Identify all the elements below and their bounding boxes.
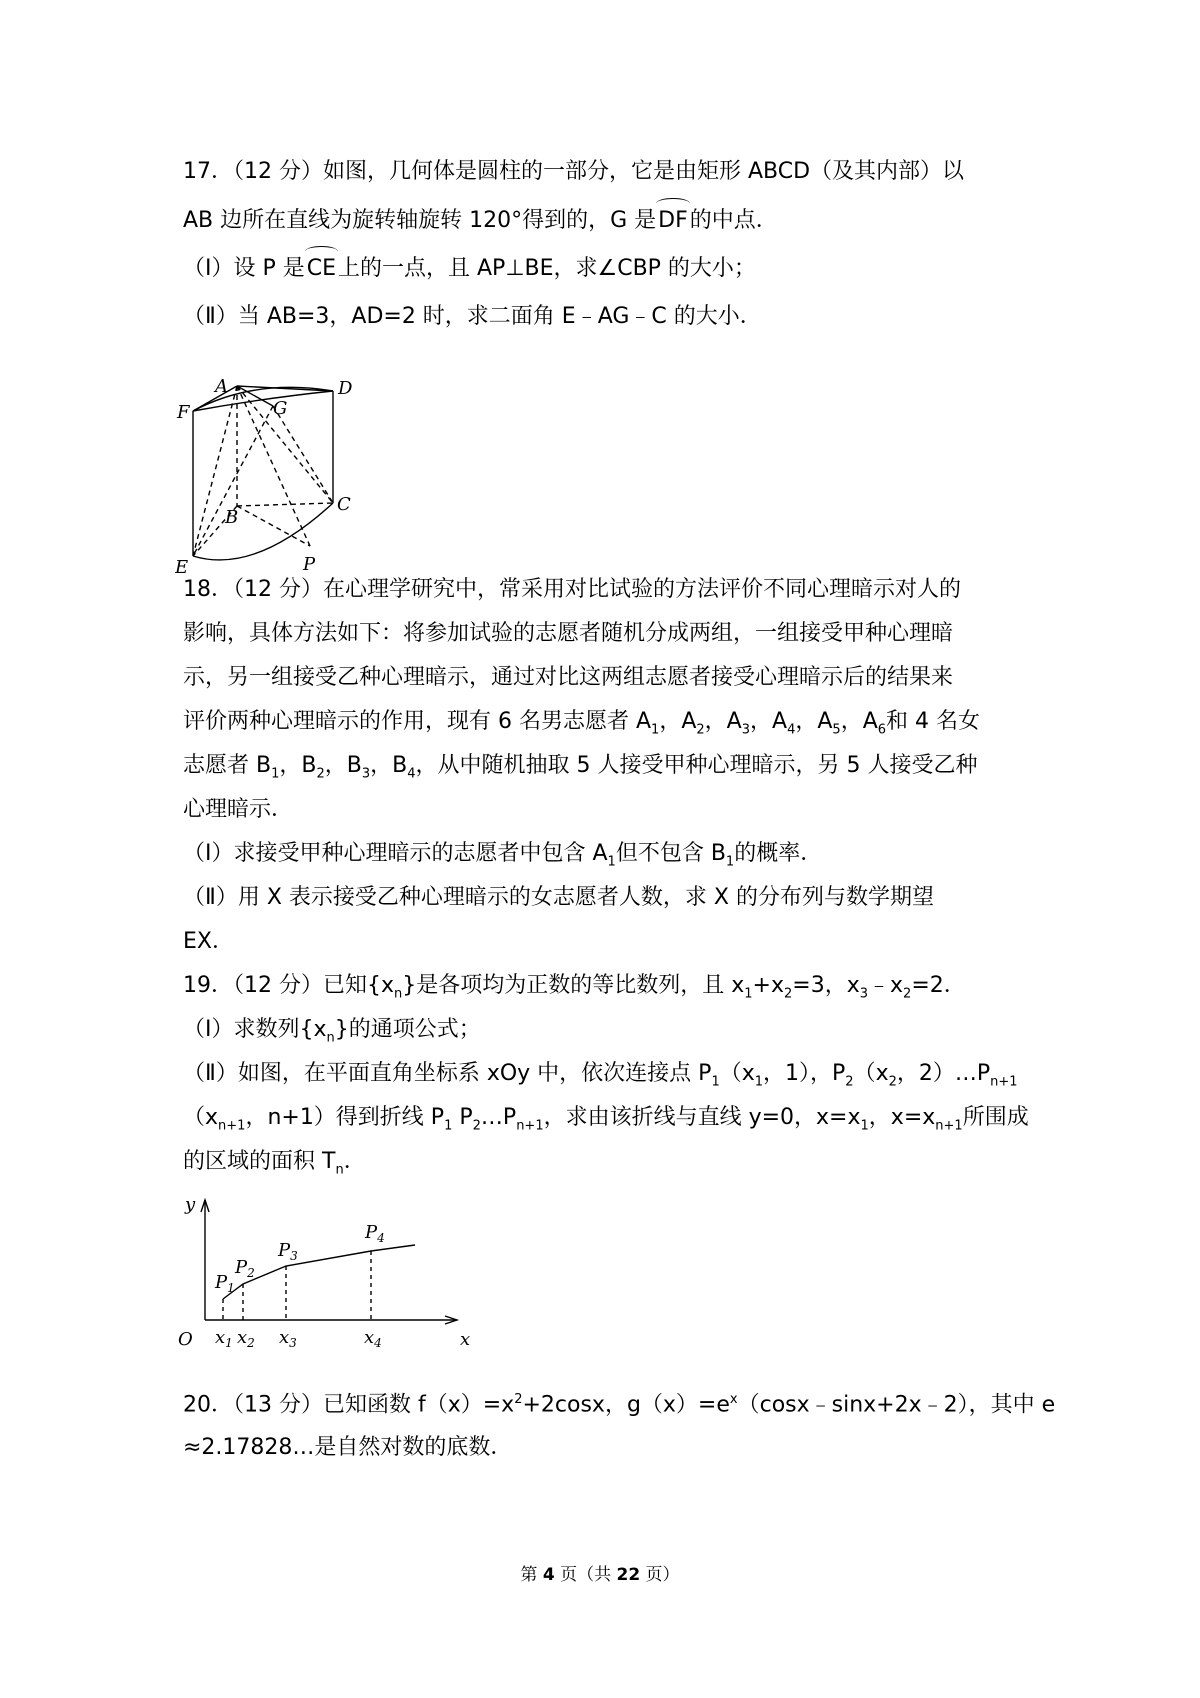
p18-part1: （Ⅰ）求接受甲种心理暗示的志愿者中包含 $A_1$但不包含 $B_1$的概率．	[183, 841, 823, 870]
p18-line2: 影响，具体方法如下：将参加试验的志愿者随机分成两组，一组接受甲种心理暗	[183, 621, 954, 646]
label-a: A	[215, 378, 228, 397]
x3-label: $x_3$	[279, 1327, 297, 1350]
label-g: G	[273, 398, 288, 419]
p17-part1: （Ⅰ）设 P 是CE上的一点，且 AP⊥BE，求∠CBP 的大小；	[183, 253, 1023, 285]
label-b: B	[225, 507, 239, 528]
axis-x-label: x	[460, 1329, 471, 1350]
axis-y-label: y	[185, 1195, 196, 1215]
p17-line1: 17．（12 分）如图，几何体是圆柱的一部分，它是由矩形 ABCD（及其内部）以	[183, 159, 965, 184]
p19-part2-line1: （Ⅱ）如图，在平面直角坐标系 xOy 中，依次连接点 $P_1(x_1$，1），$P_2(x_2$，$2)\dots P_{n+1}$	[183, 1061, 1018, 1090]
p19-part2-line2: （$x_{n+1}$，n+1）得到折线 $P_1$ $P_2\dots P_{n+1}$，求由该折线与直线 y=0，$x=x_1$，$x=x_{n+1}$所围成	[183, 1105, 1029, 1134]
x4-label: $x_4$	[364, 1327, 382, 1350]
label-p: P	[303, 554, 316, 575]
x1-label: $x_1$	[215, 1327, 233, 1350]
p19-line1: 19．（12 分）已知$\{x_n\}$是各项均为正数的等比数列，且 $x_1+x_2=3$，$x_3﹣x_2=2$．	[183, 973, 966, 1002]
p20-line1: 20．（13 分）已知函数 $f(x)=x^2+2\cos x$，$g(x)=e^x(\cos x﹣\sin x+2x﹣2)$，其中 e	[183, 1392, 1056, 1418]
p19-part2-line3: 的区域的面积 $T_n$．	[183, 1149, 366, 1178]
label-f: F	[177, 402, 190, 423]
p2-label: $P_2$	[235, 1257, 255, 1280]
p17-part2: （Ⅱ）当 AB=3，AD=2 时，求二面角 E﹣AG﹣C 的大小．	[183, 304, 762, 329]
p18-line3: 示，另一组接受乙种心理暗示，通过对比这两组志愿者接受心理暗示后的结果来	[183, 665, 954, 690]
label-e: E	[175, 557, 189, 578]
cylinder-figure	[175, 378, 385, 588]
label-c: C	[337, 494, 351, 515]
page-footer: 第 4 页（共 22 页）	[520, 1565, 680, 1585]
p18-line1: 18．（12 分）在心理学研究中，常采用对比试验的方法评价不同心理暗示对人的	[183, 577, 961, 602]
polyline-figure	[175, 1195, 475, 1365]
p17-line2: AB 边所在直线为旋转轴旋转 120°得到的，G 是DF的中点．	[183, 205, 1023, 237]
p18-line4: 评价两种心理暗示的作用，现有 6 名男志愿者 $A_1$，$A_2$，$A_3$，$A_4$，$A_5$，$A_6$和 4 名女	[183, 709, 981, 738]
origin-label: O	[178, 1329, 193, 1350]
p18-part2-line1: （Ⅱ）用 X 表示接受乙种心理暗示的女志愿者人数，求 X 的分布列与数学期望	[183, 885, 934, 910]
p1-label: $P_1$	[215, 1272, 235, 1295]
p3-label: $P_3$	[278, 1240, 298, 1263]
arc-df: DF	[656, 205, 690, 237]
label-d: D	[338, 378, 353, 399]
x2-label: $x_2$	[237, 1327, 255, 1350]
p18-part2-line2: EX．	[183, 929, 234, 954]
p20-line2: ≈2.17828…是自然对数的底数．	[183, 1435, 513, 1460]
p18-line5: 志愿者 $B_1$，$B_2$，$B_3$，$B_4$，从中随机抽取 5 人接受甲种心理暗示，另 5 人接受乙种	[183, 753, 978, 782]
p4-label: $P_4$	[365, 1222, 385, 1245]
arc-ce: CE	[305, 253, 338, 285]
p19-part1: （Ⅰ）求数列$\{x_n\}$的通项公式；	[183, 1017, 481, 1046]
p18-line6: 心理暗示．	[183, 797, 294, 822]
